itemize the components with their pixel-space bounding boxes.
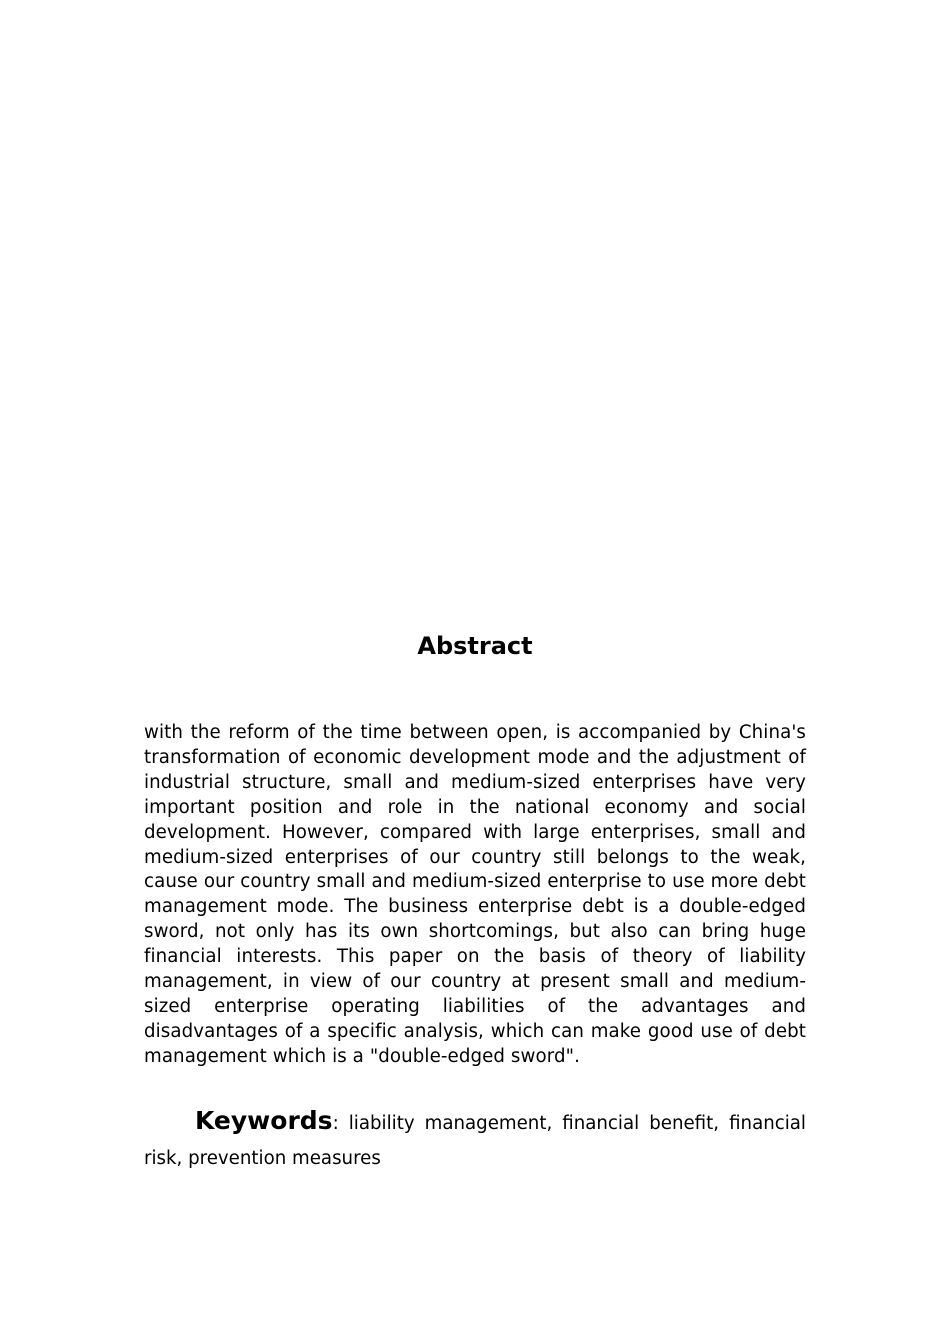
keywords-label: Keywords xyxy=(195,1106,333,1135)
abstract-title: Abstract xyxy=(417,632,533,660)
keywords-separator: : xyxy=(332,1113,339,1134)
abstract-body: with the reform of the time between open, is accompanied by China's transformation of economic development mode and the adjustment of industrial structure, small and medium-sized enterprises have very important position and role in the national economy and social development. However, compared with large enterprises, small and medium-sized enterprises of our country still belongs to the weak, cause our country small and medium-sized enterprise to use more debt management mode. The business enterprise debt is a double-edged sword, not only has its own shortcomings, but also can bring huge financial interests. This paper on the basis of theory of liability management, in view of our country at present small and medium-sized enterprise operating liabilities of the advantages and disadvantages of a specific analysis, which can make good use of debt management which is a "double-edged sword". xyxy=(144,722,806,1067)
keywords-text: liability management, financial benefit, financial risk, prevention measures xyxy=(144,1113,806,1169)
keywords-paragraph xyxy=(144,1103,806,1176)
